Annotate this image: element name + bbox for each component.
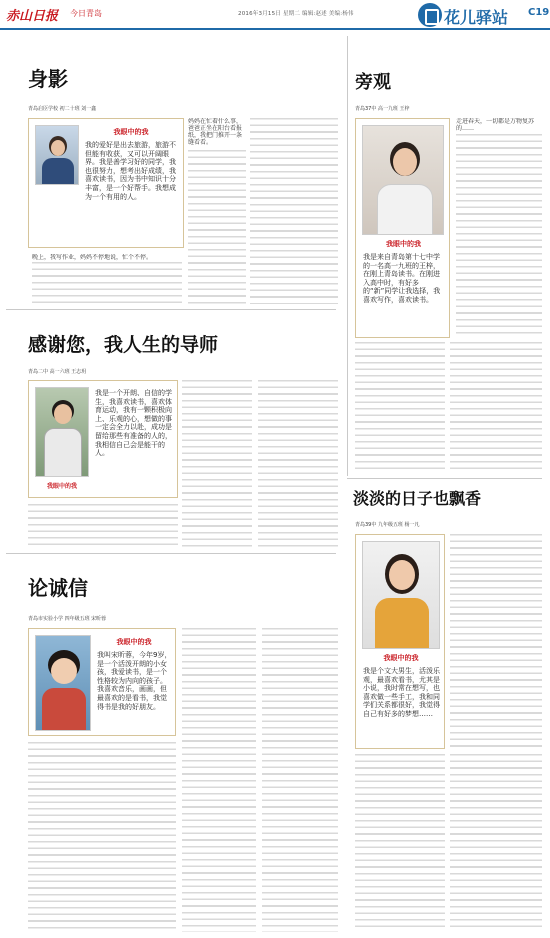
issue-meta: 2016年3月15日 星期二 编辑:赵述 美编:杨伟	[238, 11, 354, 17]
student-photo	[35, 635, 91, 731]
article-body-text	[250, 118, 338, 304]
newspaper-logo: 赤山日报	[6, 9, 59, 24]
self-intro-card	[355, 534, 445, 749]
byline-dandan: 青岛39中 九年级五班 杨一凡	[355, 522, 420, 528]
article-title-ganxie: 感谢您，我人生的导师	[28, 334, 219, 356]
card-heading: 我眼中的我	[386, 240, 421, 248]
article-title-dandan: 淡淡的日子也飘香	[353, 489, 482, 508]
section-divider	[347, 478, 542, 479]
article-body-text	[188, 150, 246, 304]
column-divider	[347, 36, 348, 476]
page-number: C19	[528, 7, 550, 18]
article-body-text	[450, 754, 542, 932]
card-heading: 我眼中的我	[116, 638, 152, 646]
article-body-text	[262, 628, 338, 932]
article-title-lunchengxin: 论诚信	[28, 576, 88, 600]
article-body-text	[28, 742, 176, 932]
article-body-text	[258, 380, 338, 548]
self-intro-card	[28, 118, 184, 248]
edition-label: 今日青岛	[70, 9, 102, 18]
self-intro-card	[28, 628, 176, 736]
student-photo	[35, 387, 89, 477]
card-text: 我是一个开朗、自信的学生，我喜欢读书，喜欢体育运动，我有一颗积极向上、乐观的心，想做的事一定会全力以赴，成功是留给那些有准备的人的，我相信自己会是能干的人。	[95, 389, 172, 458]
article-body-text	[28, 504, 178, 548]
article-intro-text: 走进春天，一切都是万物复苏的……	[456, 118, 535, 132]
card-heading: 我眼中的我	[46, 483, 77, 490]
section-divider	[6, 309, 336, 310]
article-body-text	[182, 628, 256, 932]
card-text: 我叫宋昕蓉，今年9岁，是一个活泼开朗的小女孩，我爱读书，是一个性格较为内向的孩子。我喜欢音乐，画画，但最喜欢的是看书，我觉得书是我的好朋友。	[97, 651, 172, 711]
article-body-text	[355, 342, 445, 470]
student-photo	[35, 125, 79, 185]
card-text: 我的爱好是出去旅游，旅游不但能有收获，又可以开阔眼界。我是善学习好的同学，我也很努力，想考出好成绩，我喜欢读书，因为书中知识十分丰富，是一个好帮手。我想成为一个有用的人。	[85, 141, 176, 201]
byline-lunchengxin: 青岛市实验小学 四年级五班 宋昕蓉	[28, 616, 107, 622]
student-photo	[362, 541, 440, 649]
card-text: 我是来自青岛第十七中学的一名高一九班的王梓，在刚上青岛读书。在刚进入高中时，有好多的“新”同学让我选择，我喜欢写作，喜欢读书。	[363, 253, 441, 304]
section-divider	[6, 553, 336, 554]
self-intro-card	[28, 380, 178, 498]
article-side-text: 妈妈在忙着什么事，爸爸正坐在阳台看报纸，我把门推开一条缝看看。	[188, 118, 243, 146]
article-body-text	[32, 262, 182, 304]
self-intro-card	[355, 118, 450, 338]
article-body-text	[182, 380, 252, 548]
byline-pangguan: 青岛37中 高一九班 王梓	[355, 106, 410, 112]
article-body-text	[355, 754, 445, 932]
card-heading: 我眼中的我	[113, 128, 149, 136]
byline-ganxie: 青岛二中 高一六班 王志玥	[28, 369, 87, 375]
card-heading: 我眼中的我	[383, 654, 419, 662]
article-body-text	[450, 342, 542, 470]
article-title-shenying: 身影	[28, 67, 68, 91]
article-body-text	[450, 534, 542, 749]
book-icon	[418, 3, 442, 27]
section-title: 花儿驿站	[444, 8, 509, 27]
byline-shenying: 青岛启臣学校 初二十班 刘一鑫	[28, 106, 97, 112]
student-photo	[362, 125, 444, 235]
article-title-pangguan: 旁观	[355, 72, 391, 93]
article-intro-text: 晚上，我写作业，妈妈不停地说，忙个不停。	[32, 254, 153, 261]
article-body-text	[456, 134, 542, 338]
card-text: 我是个文大男生，活泼乐观，最喜欢看书，尤其是小说，我时常在想写，也喜欢做一些手工，我和同学们关系都很好，我觉得自己有好多的梦想……	[363, 667, 440, 718]
